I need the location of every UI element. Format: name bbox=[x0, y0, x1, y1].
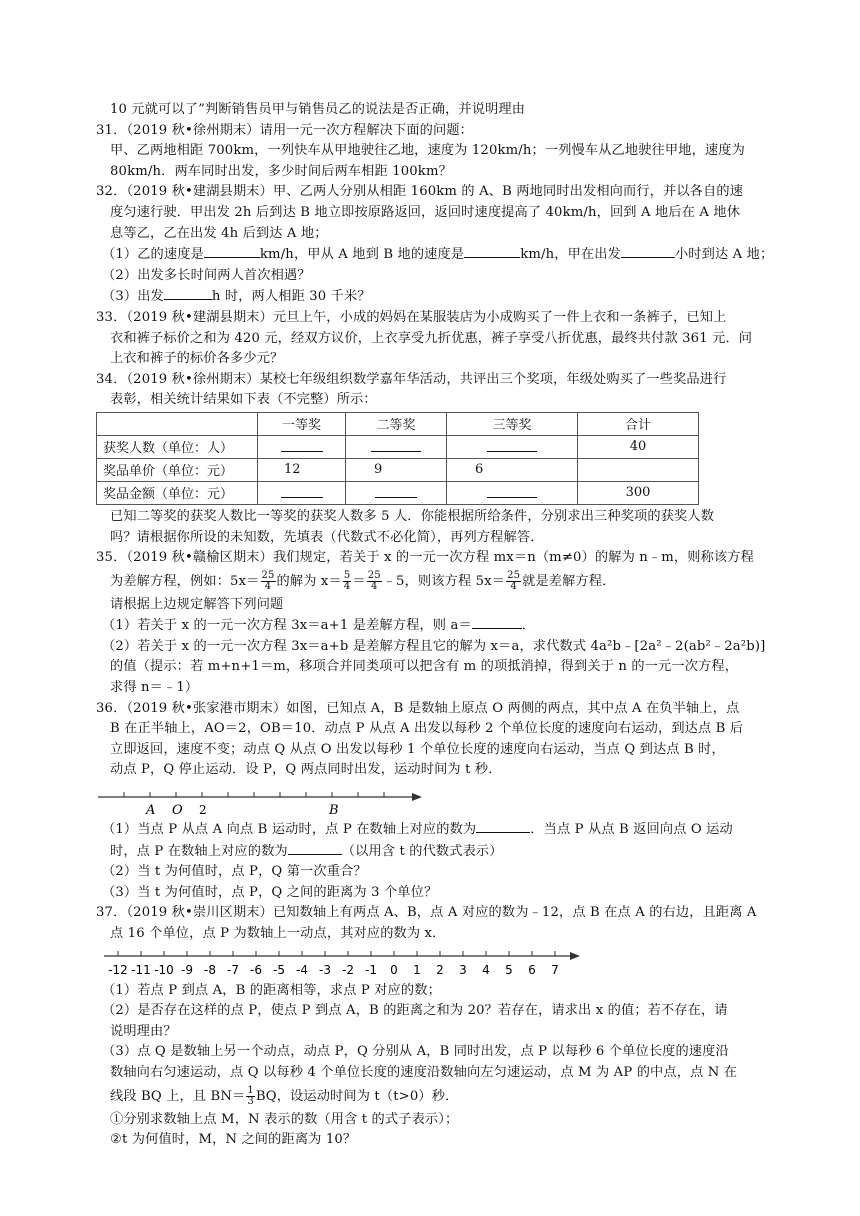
fraction bbox=[343, 571, 352, 592]
table-cell bbox=[447, 481, 578, 504]
answer-blank[interactable] bbox=[621, 244, 675, 258]
table-header-cell: 二等奖 bbox=[346, 412, 447, 435]
q37-part-2-line-2: 说明理由？ bbox=[110, 1023, 177, 1039]
q35-l2-text-b: 的解为 x＝ bbox=[276, 573, 342, 589]
fraction bbox=[261, 571, 276, 592]
tick-label: 4 bbox=[482, 962, 490, 977]
q37-line-1: （2019 秋•崇川区期末）已知数轴上有两点 A、B，点 A 对应的数为﹣12，点 B 在点 A 的右边，且距离 A bbox=[126, 905, 757, 921]
fraction-numerator: 1 bbox=[247, 1084, 254, 1096]
tick-label: 3 bbox=[459, 962, 467, 977]
q33-line-2: 衣和裤子标价之和为 420 元，经双方议价，上衣享受九折优惠，裤子享受八折优惠，最终共付款 361 元．问 bbox=[110, 330, 753, 346]
tick-label: -1 bbox=[365, 962, 377, 977]
q31-line-2: 甲、乙两地相距 700km，一列快车从甲地驶往乙地，速度为 120km/h；一列慢车从乙地驶往甲地，速度为 bbox=[110, 143, 745, 159]
q36-line-3: 立即返回，速度不变；动点 Q 从点 O 出发以每秒 1 个单位长度的速度向右运动，当点 Q 到达点 B 时， bbox=[110, 741, 725, 757]
q36-p1-text-a: （1）当点 P 从点 A 向点 B 运动时，点 P 在数轴上对应的数为 bbox=[102, 822, 477, 838]
q37-part-3-item-1: ①分别求数轴上点 M，N 表示的数（用含 t 的式子表示）； bbox=[110, 1111, 459, 1127]
table-cell: 40 bbox=[578, 435, 699, 458]
question-33 bbox=[96, 308, 786, 370]
q32-p1-text-a: （1）乙的速度是 bbox=[102, 247, 204, 263]
q34-line-1: （2019 秋•徐州期末）某校七年级组织数学嘉年华活动，共评出三个奖项，年级处购买了一些奖品进行 bbox=[126, 371, 727, 387]
tick-label: 1 bbox=[413, 962, 421, 977]
table-cell bbox=[258, 435, 346, 458]
q34-line-2: 表彰，相关统计结果如下表（不完整）所示： bbox=[110, 392, 377, 408]
tick-label: 6 bbox=[528, 962, 536, 977]
q35-l2-text-d: ﹣5，则该方程 5x＝ bbox=[382, 573, 506, 589]
axis-label-a: A bbox=[146, 803, 156, 819]
q33-number: 33． bbox=[96, 309, 127, 325]
q37-part-3: （3）点 Q 是数轴上另一个动点，动点 P，Q 分别从 A，B 同时出发，点 P 以每秒 6 个单位长度的速度沿 bbox=[102, 1044, 729, 1060]
table-cell: 6 bbox=[447, 458, 578, 481]
answer-blank[interactable] bbox=[281, 484, 323, 498]
fraction-numerator: 25 bbox=[507, 569, 521, 581]
question-31 bbox=[96, 121, 786, 183]
q37-part-3-line-3 bbox=[96, 1084, 786, 1110]
q34-after-1: 已知二等奖的获奖人数比一等奖的获奖人数多 5 人．你能根据所给条件，分别求出三种奖项的获奖人数 bbox=[110, 508, 715, 524]
answer-blank[interactable] bbox=[464, 244, 520, 258]
tick-label: -2 bbox=[342, 962, 354, 977]
question-34 bbox=[96, 370, 786, 548]
q35-line-1: （2019 秋•赣榆区期末）我们规定，若关于 x 的一元一次方程 mx＝n（m≠0）的解为 n﹣m，则称该方程 bbox=[126, 550, 754, 566]
table-header-cell: 一等奖 bbox=[258, 412, 346, 435]
table-row bbox=[97, 458, 699, 481]
q36-p1-text-d: （以用含 t 的代数式表示） bbox=[341, 843, 503, 859]
table-cell bbox=[346, 481, 447, 504]
q36-p1-text-c: 时，点 P 在数轴上对应的数为 bbox=[110, 843, 288, 859]
q36-number: 36． bbox=[96, 700, 127, 716]
tick-label: -11 bbox=[131, 962, 151, 977]
table-cell: 12 bbox=[258, 458, 346, 481]
answer-blank[interactable] bbox=[375, 484, 417, 498]
fraction-numerator: 5 bbox=[343, 569, 351, 581]
tick-label: 2 bbox=[436, 962, 444, 977]
q36-line-2: B 在正半轴上，AO＝2，OB＝10．动点 P 从点 A 出发以每秒 2 个单位长度的速度向右运动，到达点 B 后 bbox=[110, 721, 744, 737]
q35-line-3: 请根据上边规定解答下列问题 bbox=[110, 596, 284, 612]
q35-p1-text-a: （1）若关于 x 的一元一次方程 3x＝a+1 是差解方程，则 a＝ bbox=[102, 618, 472, 634]
q32-p1-text-c: km/h，甲在出发 bbox=[520, 247, 621, 263]
q37-part-2: （2）是否存在这样的点 P，使点 P 到点 A，B 的距离之和为 20？若存在，请求出 x 的值；若不存在，请 bbox=[102, 1003, 728, 1019]
table-header-cell bbox=[97, 412, 258, 435]
q35-l2-text-a: 为差解方程，例如：5x＝ bbox=[110, 573, 260, 589]
fraction-numerator: 25 bbox=[367, 569, 381, 581]
q36-line-4: 动点 P，Q 停止运动．设 P，Q 两点同时出发，运动时间为 t 秒． bbox=[110, 762, 502, 778]
prize-table bbox=[96, 412, 699, 505]
q32-number: 32． bbox=[96, 184, 127, 200]
table-header-row bbox=[97, 412, 699, 435]
table-header-cell: 合计 bbox=[578, 412, 699, 435]
question-32 bbox=[96, 182, 786, 308]
q36-line-1: （2019 秋•张家港市期末）如图，已知点 A，B 是数轴上原点 O 两侧的两点，其中点 A 在负半轴上，点 bbox=[126, 700, 740, 716]
answer-blank[interactable] bbox=[204, 244, 260, 258]
answer-blank[interactable] bbox=[281, 438, 323, 452]
q33-line-3: 上衣和裤子的标价各多少元？ bbox=[110, 351, 284, 367]
tick-label: -12 bbox=[108, 962, 128, 977]
q37-number: 37． bbox=[96, 905, 127, 921]
axis-ticks bbox=[124, 792, 384, 797]
row-label: 奖品单价（单位：元） bbox=[97, 458, 258, 481]
answer-blank[interactable] bbox=[288, 841, 342, 855]
q31-line-1: （2019 秋•徐州期末）请用一元一次方程解决下面的问题： bbox=[126, 122, 474, 138]
q31-line-3: 80km/h．两车同时出发，多少时间后两车相距 100km？ bbox=[110, 163, 452, 179]
q37-p3-text-b: BQ，设运动时间为 t（t>0）秒． bbox=[255, 1088, 459, 1104]
q32-line-1: （2019 秋•建湖县期末）甲、乙两人分别从相距 160km 的 A、B 两地同时出发相向而行，并以各自的速 bbox=[126, 184, 744, 200]
fraction-numerator: 25 bbox=[261, 569, 275, 581]
q35-number: 35． bbox=[96, 550, 127, 566]
row-label: 奖品金额（单位：元） bbox=[97, 481, 258, 504]
fraction bbox=[246, 1086, 255, 1107]
table-header-cell: 三等奖 bbox=[447, 412, 578, 435]
q32-part-1 bbox=[96, 244, 786, 266]
fraction bbox=[367, 571, 382, 592]
q35-part-2-line-2: 的值（提示：若 m+n+1＝m，移项合并同类项可以把含有 m 的项抵消掉，得到关于 n 的一元一次方程， bbox=[110, 659, 739, 675]
fraction-denominator: 3 bbox=[247, 1095, 254, 1107]
tick-label: -9 bbox=[181, 962, 193, 977]
answer-blank[interactable] bbox=[476, 819, 530, 833]
q31-number: 31． bbox=[96, 122, 127, 138]
q32-p1-text-d: 小时到达 A 地； bbox=[674, 247, 774, 263]
q32-p3-text-b: h 时，两人相距 30 千米？ bbox=[211, 289, 371, 305]
tick-label: -4 bbox=[296, 962, 308, 977]
answer-blank[interactable] bbox=[487, 484, 537, 498]
answer-blank[interactable] bbox=[371, 438, 421, 452]
tick-label: -5 bbox=[273, 962, 285, 977]
q36-p1-text-b: ．当点 P 从点 B 返回向点 O 运动 bbox=[530, 822, 733, 838]
table-cell bbox=[258, 481, 346, 504]
q32-line-2: 度匀速行驶．甲出发 2h 后到达 B 地立即按原路返回，返回时速度提高了 40km/h，回到 A 地后在 A 地休 bbox=[110, 204, 741, 220]
table-cell bbox=[578, 458, 699, 481]
answer-blank[interactable] bbox=[487, 438, 537, 452]
q35-l2-text-c: ＝ bbox=[352, 573, 366, 589]
q32-part-3 bbox=[96, 286, 786, 308]
question-37 bbox=[96, 903, 786, 1150]
q37-line-2: 点 16 个单位，点 P 为数轴上一动点，其对应的数为 x． bbox=[110, 926, 446, 941]
q32-p3-text-a: （3）出发 bbox=[102, 289, 164, 305]
number-line-figure-36 bbox=[96, 783, 426, 819]
axis-label-o: O bbox=[172, 803, 183, 819]
axis-ticks bbox=[108, 951, 559, 977]
tick-label: -6 bbox=[250, 962, 262, 977]
tick-label: 7 bbox=[551, 962, 559, 977]
fraction-denominator: 4 bbox=[264, 580, 272, 592]
q33-line-1: （2019 秋•建湖县期末）元旦上午，小成的妈妈在某服装店为小成购买了一件上衣和一条裤子，已知上 bbox=[126, 309, 727, 325]
tick-label: -10 bbox=[154, 962, 174, 977]
q35-part-1 bbox=[96, 615, 786, 637]
arrow-head bbox=[412, 793, 422, 801]
q32-line-3: 息等乙，乙在出发 4h 后到达 A 地； bbox=[110, 225, 328, 241]
tick-label: 5 bbox=[505, 962, 513, 977]
q35-line-2 bbox=[96, 569, 786, 595]
q35-l2-text-e: 就是差解方程． bbox=[522, 573, 616, 589]
number-line-figure-37 bbox=[104, 947, 584, 981]
q34-number: 34． bbox=[96, 371, 127, 387]
axis-label-b: B bbox=[329, 803, 339, 819]
q37-p3-text-a: 线段 BQ 上，且 BN＝ bbox=[110, 1088, 246, 1104]
fraction-denominator: 4 bbox=[510, 580, 517, 592]
q36-part-3: （3）当 t 为何值时，点 P，Q 之间的距离为 3 个单位？ bbox=[102, 884, 438, 900]
row-label: 获奖人数（单位：人） bbox=[97, 435, 258, 458]
q36-part-2: （2）当 t 为何值时，点 P，Q 第一次重合？ bbox=[102, 864, 367, 880]
q36-part-1-line-2 bbox=[96, 841, 786, 863]
fraction-denominator: 4 bbox=[370, 580, 378, 592]
fraction bbox=[506, 571, 521, 592]
q35-part-2-line-3: 求得 n＝﹣1） bbox=[110, 680, 199, 696]
question-35 bbox=[96, 548, 786, 699]
fraction-denominator: 4 bbox=[343, 580, 351, 592]
answer-blank[interactable] bbox=[164, 286, 212, 300]
q36-part-1 bbox=[96, 819, 786, 841]
q37-part-3-item-2: ②t 为何值时，M，N 之间的距离为 10？ bbox=[110, 1132, 357, 1148]
q37-part-3-line-2: 数轴向右匀速运动，点 Q 以每秒 4 个单位长度的速度沿数轴向左匀速运动，点 M 为 AP 的中点，点 N 在 bbox=[110, 1064, 738, 1080]
q34-after-2: 吗？请根据你所设的未知数，先填表（代数式不必化简），再列方程解答． bbox=[110, 529, 544, 545]
q35-part-2: （2）若关于 x 的一元一次方程 3x＝a+b 是差解方程且它的解为 x＝a，求代数式 4a²b﹣[2a²﹣2(ab²﹣2a²b)] bbox=[102, 638, 766, 654]
table-cell bbox=[447, 435, 578, 458]
q32-p1-text-b: km/h，甲从 A 地到 B 地的速度是 bbox=[259, 247, 465, 263]
document-page bbox=[96, 100, 786, 1151]
arrow-head bbox=[570, 952, 580, 960]
q32-part-2: （2）出发多长时间两人首次相遇？ bbox=[102, 267, 311, 283]
question-36 bbox=[96, 699, 786, 904]
q37-part-1: （1）若点 P 到点 A，B 的距离相等，求点 P 对应的数； bbox=[102, 982, 441, 998]
table-cell bbox=[346, 435, 447, 458]
tick-label: -7 bbox=[227, 962, 239, 977]
axis-label-2: 2 bbox=[199, 803, 207, 818]
q30-tail: 10 元就可以了”判断销售员甲与销售员乙的说法是否正确，并说明理由 bbox=[110, 102, 526, 117]
table-row bbox=[97, 435, 699, 458]
q35-p1-text-b: ． bbox=[521, 618, 536, 634]
tick-label: -3 bbox=[319, 962, 331, 977]
tick-label: 0 bbox=[390, 962, 398, 977]
tick-label: -8 bbox=[204, 962, 216, 977]
table-row bbox=[97, 481, 699, 504]
table-cell: 9 bbox=[346, 458, 447, 481]
answer-blank[interactable] bbox=[472, 615, 522, 629]
table-cell: 300 bbox=[578, 481, 699, 504]
